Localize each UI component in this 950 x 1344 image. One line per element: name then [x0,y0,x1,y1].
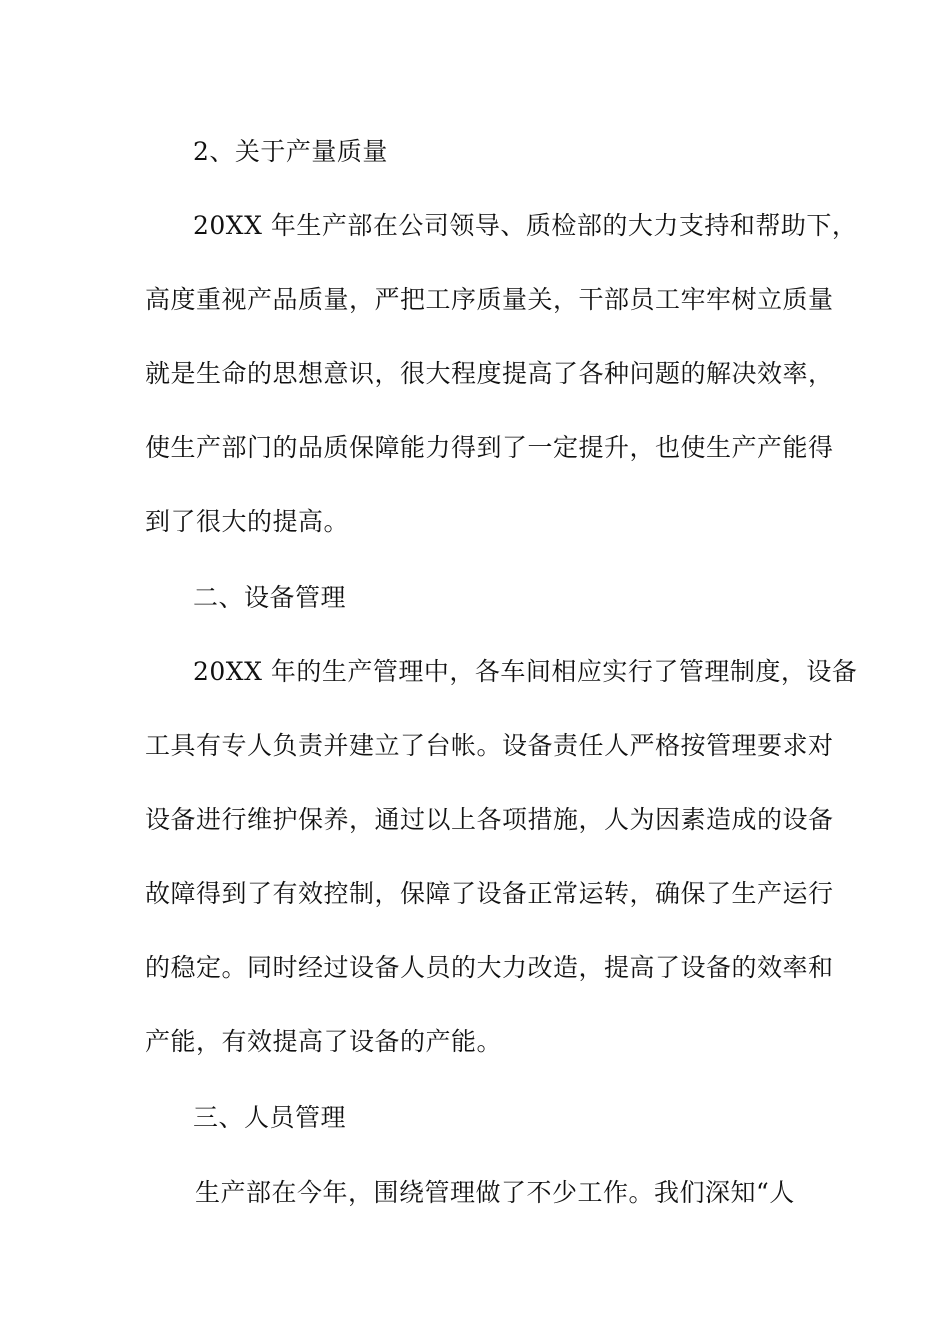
paragraph-line: 工具有专人负责并建立了台帐。设备责任人严格按管理要求对 [145,731,834,760]
section-heading-output-quality: 2、关于产量质量 [193,137,388,166]
paragraph-line: 就是生命的思想意识，很大程度提高了各种问题的解决效率， [145,359,834,388]
paragraph-line: 产能，有效提高了设备的产能。 [145,1027,503,1056]
paragraph-line: 到了很大的提高。 [145,507,350,536]
paragraph-line: 使生产部门的品质保障能力得到了一定提升，也使生产产能得 [145,433,834,462]
paragraph-line: 故障得到了有效控制，保障了设备正常运转，确保了生产运行 [145,879,834,908]
paragraph-line: 的稳定。同时经过设备人员的大力改造，提高了设备的效率和 [145,953,834,982]
paragraph-line: 高度重视产品质量，严把工序质量关，干部员工牢牢树立质量 [145,285,834,314]
paragraph-line: 20XX 年生产部在公司领导、质检部的大力支持和帮助下， [193,211,858,240]
paragraph-line: 20XX 年的生产管理中，各车间相应实行了管理制度，设备 [193,657,858,686]
paragraph-line: 生产部在今年，围绕管理做了不少工作。我们深知“人 [195,1178,795,1207]
section-heading-equipment: 二、设备管理 [193,583,347,612]
section-heading-personnel: 三、人员管理 [193,1103,347,1132]
paragraph-line: 设备进行维护保养，通过以上各项措施，人为因素造成的设备 [145,805,834,834]
